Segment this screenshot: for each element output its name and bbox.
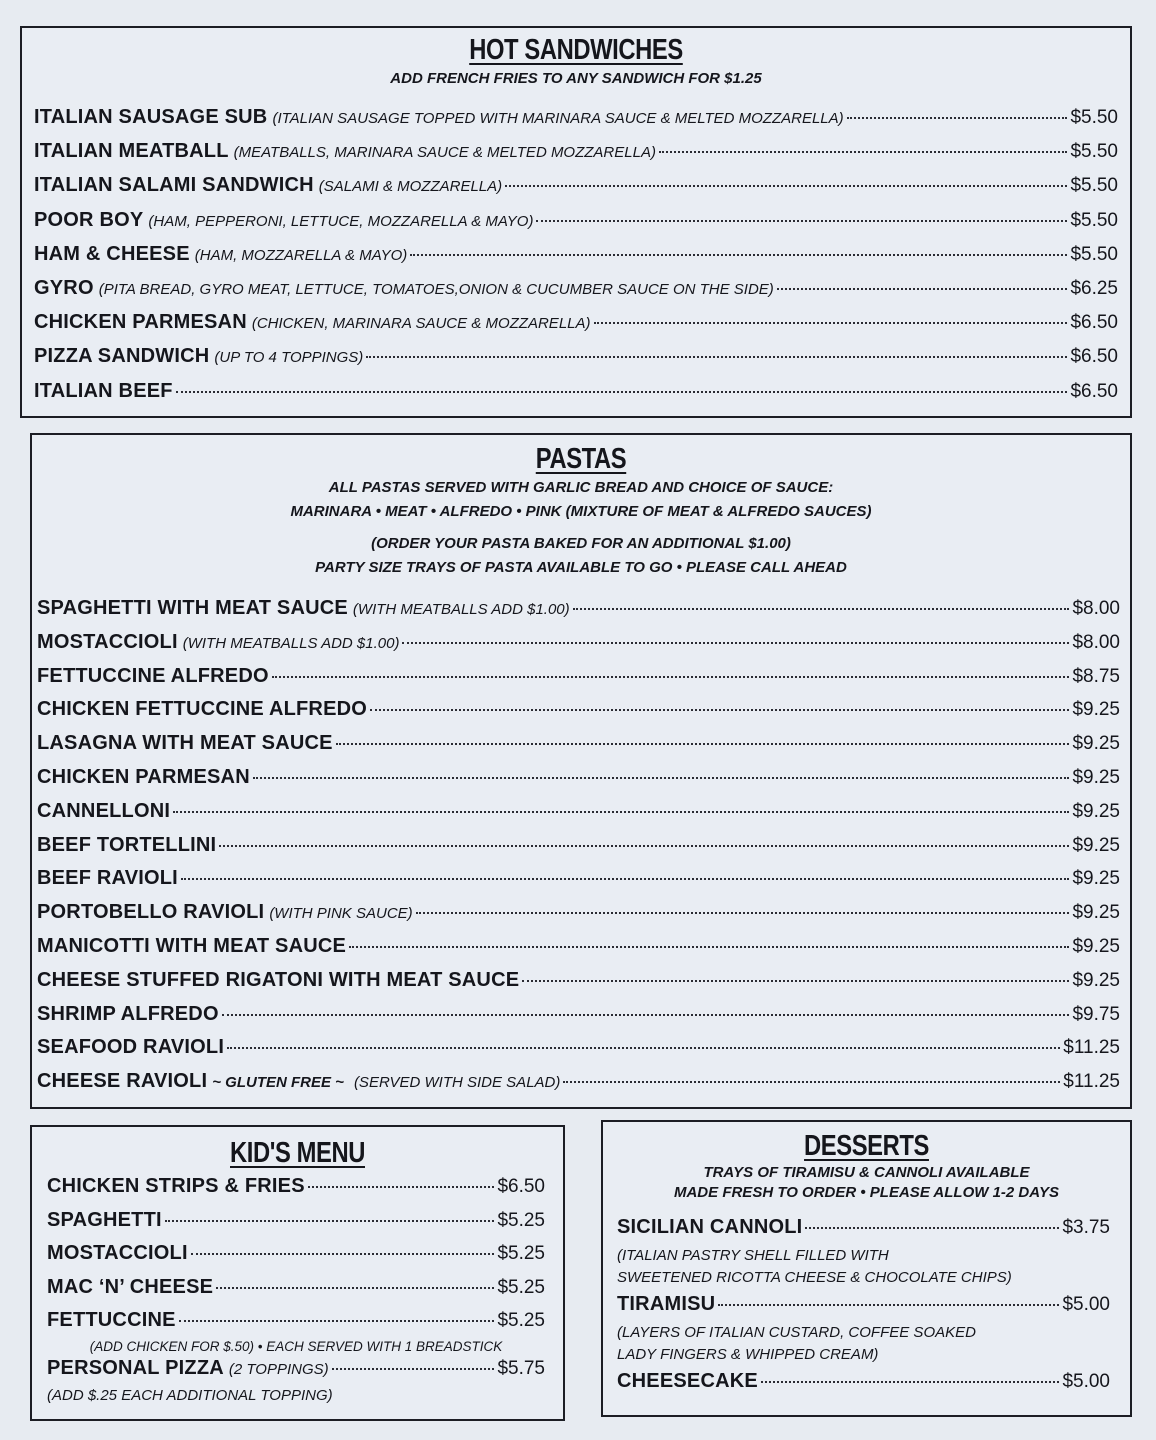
dot-leader	[165, 1220, 495, 1222]
hot-sandwiches-section	[20, 26, 1132, 418]
item-name: ITALIAN BEEF	[34, 379, 173, 402]
kids-menu-section	[30, 1125, 565, 1421]
menu-item	[34, 209, 1118, 243]
menu-item	[47, 1209, 545, 1243]
item-name: FETTUCCINE ALFREDO	[37, 664, 269, 687]
item-name: SPAGHETTI	[47, 1208, 162, 1231]
menu-item	[37, 1036, 1120, 1070]
item-description	[617, 1322, 1110, 1366]
pastas-baked-line: (ORDER YOUR PASTA BAKED FOR AN ADDITIONAL $1.00)	[371, 535, 791, 552]
item-name: ITALIAN SAUSAGE SUB	[34, 106, 268, 128]
hot-sandwiches-subtitle: ADD FRENCH FRIES TO ANY SANDWICH FOR $1.25	[390, 70, 762, 87]
menu-item	[34, 311, 1118, 345]
dot-leader	[176, 391, 1068, 393]
pizza-topping-note: (ADD $.25 EACH ADDITIONAL TOPPING)	[47, 1387, 333, 1404]
dot-leader	[761, 1381, 1060, 1383]
menu-item	[47, 1175, 545, 1209]
item-description: (SERVED WITH SIDE SALAD)	[353, 1074, 561, 1092]
item-name: PORTOBELLO RAVIOLI	[37, 901, 265, 924]
item-description: (WITH MEATBALLS ADD $1.00)	[182, 634, 400, 652]
dot-leader	[718, 1304, 1059, 1306]
item-name: SICILIAN CANNOLI	[617, 1216, 803, 1238]
item-price: $9.25	[1072, 733, 1120, 755]
item-price: $9.25	[1072, 935, 1120, 957]
item-price: $5.50	[1070, 141, 1118, 163]
dot-leader	[410, 254, 1067, 256]
dot-leader	[308, 1186, 495, 1188]
item-name: LASAGNA WITH MEAT SAUCE	[37, 732, 333, 755]
dot-leader	[659, 151, 1067, 153]
dot-leader	[336, 743, 1070, 745]
menu-item	[37, 732, 1120, 766]
item-description: (MEATBALLS, MARINARA SAUCE & MELTED MOZZARELLA)	[233, 144, 656, 162]
item-price: $5.25	[497, 1243, 545, 1264]
menu-item	[34, 345, 1118, 379]
pastas-list	[37, 597, 1120, 1104]
menu-item	[37, 800, 1120, 834]
item-name: CANNELLONI	[37, 799, 171, 822]
item-price: $5.25	[497, 1276, 545, 1298]
menu-item	[34, 380, 1118, 414]
pastas-section	[30, 433, 1132, 1109]
menu-item	[34, 106, 1118, 140]
item-price: $9.25	[1072, 699, 1120, 721]
menu-item	[617, 1370, 1110, 1403]
item-name: SPAGHETTI WITH MEAT SAUCE	[37, 597, 348, 619]
item-name: FETTUCCINE	[47, 1309, 176, 1331]
dot-leader	[536, 220, 1067, 222]
desserts-trays-line: TRAYS OF TIRAMISU & CANNOLI AVAILABLE	[703, 1164, 1030, 1181]
item-price: $5.25	[497, 1310, 545, 1331]
item-name: POOR BOY	[34, 208, 144, 231]
item-name: ITALIAN MEATBALL	[34, 140, 229, 163]
item-description-line: SWEETENED RICOTTA CHEESE & CHOCOLATE CHIPS)	[617, 1269, 1012, 1286]
item-price: $9.25	[1072, 868, 1120, 890]
item-price: $6.25	[1070, 277, 1118, 299]
item-price: $5.50	[1070, 243, 1118, 265]
menu-item	[47, 1242, 545, 1276]
item-name: CHICKEN STRIPS & FRIES	[47, 1175, 305, 1197]
item-price: $6.50	[1070, 312, 1118, 334]
item-description: (PITA BREAD, GYRO MEAT, LETTUCE, TOMATOES,ONION & CUCUMBER SAUCE ON THE SIDE)	[98, 280, 774, 298]
desserts-list	[617, 1216, 1110, 1403]
menu-item	[37, 901, 1120, 935]
item-description: (HAM, PEPPERONI, LETTUCE, MOZZARELLA & MAYO)	[148, 212, 534, 230]
menu-item	[37, 867, 1120, 901]
kids-menu-title: KID'S MENU	[230, 1137, 365, 1169]
item-name: MANICOTTI WITH MEAT SAUCE	[37, 934, 347, 957]
item-name: TIRAMISU	[617, 1293, 716, 1315]
dot-leader	[416, 912, 1070, 914]
menu-item	[34, 174, 1118, 208]
item-price: $5.50	[1070, 107, 1118, 128]
item-price: $9.25	[1072, 902, 1120, 924]
pastas-party-line: PARTY SIZE TRAYS OF PASTA AVAILABLE TO GO • PLEASE CALL AHEAD	[315, 559, 847, 576]
menu-item	[37, 1070, 1120, 1104]
menu-item	[34, 277, 1118, 311]
item-name: CHEESECAKE	[617, 1370, 758, 1392]
item-price: $9.25	[1072, 969, 1120, 991]
item-name: CHEESE RAVIOLI	[37, 1070, 208, 1093]
dot-leader	[563, 1081, 1060, 1083]
dot-leader	[777, 288, 1068, 290]
dot-leader	[179, 1320, 495, 1322]
pastas-title: PASTAS	[535, 443, 627, 475]
item-name: GYRO	[34, 276, 94, 299]
item-description: (WITH MEATBALLS ADD $1.00)	[352, 601, 570, 618]
item-name: PERSONAL PIZZA	[47, 1356, 224, 1379]
pastas-info-line: ALL PASTAS SERVED WITH GARLIC BREAD AND CHOICE OF SAUCE:	[328, 479, 834, 496]
item-description-line: (ITALIAN PASTRY SHELL FILLED WITH	[617, 1247, 889, 1264]
dot-leader	[216, 1287, 494, 1289]
dot-leader	[253, 777, 1070, 779]
item-price: $5.25	[497, 1209, 545, 1231]
menu-item	[34, 140, 1118, 174]
menu-item	[37, 698, 1120, 732]
item-description	[617, 1245, 1110, 1289]
dot-leader	[191, 1253, 495, 1255]
dot-leader	[272, 676, 1070, 678]
kids-menu-list	[47, 1175, 545, 1406]
dot-leader	[332, 1368, 495, 1370]
item-price: $5.00	[1062, 1371, 1110, 1392]
menu-item	[37, 834, 1120, 868]
desserts-order-line: MADE FRESH TO ORDER • PLEASE ALLOW 1-2 DAYS	[673, 1184, 1059, 1201]
dot-leader	[181, 878, 1070, 880]
pastas-sauce-line: MARINARA • MEAT • ALFREDO • PINK (MIXTURE OF MEAT & ALFREDO SAUCES)	[290, 503, 872, 520]
item-price: $6.50	[1070, 380, 1118, 402]
item-name: PIZZA SANDWICH	[34, 345, 210, 368]
desserts-title: DESSERTS	[804, 1130, 929, 1162]
hot-sandwiches-title: HOT SANDWICHES	[469, 34, 683, 66]
dot-leader	[222, 1014, 1070, 1016]
desserts-section	[601, 1120, 1132, 1417]
menu-item	[37, 1003, 1120, 1037]
item-price: $6.50	[1070, 346, 1118, 368]
dot-leader	[402, 642, 1069, 644]
menu-item	[37, 665, 1120, 699]
item-name: SEAFOOD RAVIOLI	[37, 1036, 225, 1059]
item-description: (ITALIAN SAUSAGE TOPPED WITH MARINARA SAUCE & MELTED MOZZARELLA)	[272, 110, 844, 127]
dot-leader	[349, 946, 1069, 948]
item-description: (WITH PINK SAUCE)	[269, 905, 413, 923]
item-description: (SALAMI & MOZZARELLA)	[318, 178, 503, 196]
item-description-line: (LAYERS OF ITALIAN CUSTARD, COFFEE SOAKED	[617, 1324, 976, 1341]
gluten-free-tag: ~ GLUTEN FREE ~	[212, 1074, 344, 1092]
item-name: MOSTACCIOLI	[37, 630, 178, 653]
dot-leader	[505, 185, 1067, 187]
menu-item	[47, 1276, 545, 1310]
dot-leader	[573, 608, 1070, 610]
item-price: $9.25	[1072, 834, 1120, 856]
item-name: CHICKEN PARMESAN	[34, 311, 247, 334]
item-name: ITALIAN SALAMI SANDWICH	[34, 174, 314, 197]
item-price: $11.25	[1063, 1071, 1120, 1093]
item-name: MAC ‘N’ CHEESE	[47, 1275, 214, 1298]
item-description: (HAM, MOZZARELLA & MAYO)	[194, 246, 408, 264]
dot-leader	[219, 845, 1069, 847]
item-price: $6.50	[497, 1176, 545, 1197]
menu-item	[47, 1357, 545, 1391]
item-description: (2 TOPPINGS)	[228, 1360, 329, 1378]
item-name: CHICKEN PARMESAN	[37, 765, 250, 788]
item-name: CHEESE STUFFED RIGATONI WITH MEAT SAUCE	[37, 968, 520, 991]
item-description: (UP TO 4 TOPPINGS)	[214, 349, 364, 367]
item-price: $5.50	[1070, 209, 1118, 231]
item-price: $5.75	[497, 1357, 545, 1379]
dot-leader	[366, 356, 1067, 358]
item-name: BEEF RAVIOLI	[37, 867, 178, 890]
item-description: (CHICKEN, MARINARA SAUCE & MOZZARELLA)	[251, 315, 591, 333]
menu-item	[37, 935, 1120, 969]
dot-leader	[847, 117, 1068, 119]
dot-leader	[173, 811, 1069, 813]
dot-leader	[227, 1047, 1060, 1049]
item-price: $9.25	[1072, 766, 1120, 788]
dot-leader	[805, 1227, 1059, 1229]
item-name: CHICKEN FETTUCCINE ALFREDO	[37, 698, 368, 721]
hot-sandwiches-list	[34, 106, 1118, 414]
kids-menu-note: (ADD CHICKEN FOR $.50) • EACH SERVED WITH 1 BREADSTICK	[89, 1338, 503, 1354]
item-name: HAM & CHEESE	[34, 242, 190, 265]
menu-item	[37, 597, 1120, 631]
item-price: $5.00	[1062, 1294, 1110, 1315]
item-price: $11.25	[1063, 1037, 1120, 1059]
item-price: $3.75	[1062, 1217, 1110, 1238]
item-price: $8.00	[1072, 631, 1120, 653]
item-price: $8.75	[1072, 665, 1120, 687]
item-description-line: LADY FINGERS & WHIPPED CREAM)	[617, 1346, 879, 1363]
menu-item	[34, 243, 1118, 277]
dot-leader	[594, 322, 1068, 324]
dot-leader	[522, 980, 1069, 982]
item-price: $5.50	[1070, 175, 1118, 197]
menu-item	[37, 969, 1120, 1003]
item-name: SHRIMP ALFREDO	[37, 1002, 219, 1025]
item-name: BEEF TORTELLINI	[37, 833, 217, 856]
item-price: $8.00	[1072, 598, 1120, 619]
menu-item	[37, 631, 1120, 665]
dot-leader	[370, 709, 1069, 711]
item-name: MOSTACCIOLI	[47, 1242, 188, 1264]
item-price: $9.75	[1072, 1003, 1120, 1025]
menu-item	[37, 766, 1120, 800]
item-price: $9.25	[1072, 800, 1120, 822]
